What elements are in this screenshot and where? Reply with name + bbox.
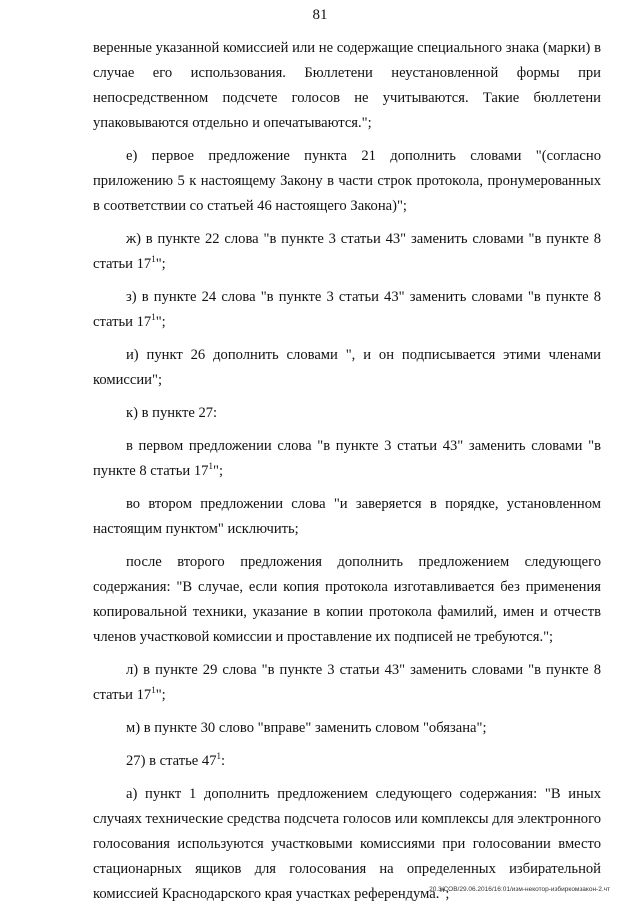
paragraph-text: "; <box>212 463 223 479</box>
superscript: 1 <box>151 685 156 695</box>
paragraph-item-a: а) пункт 1 дополнить предложением следующего содержания: "В иных случаях технические средства подсчета голосов или комплексы для электронного голосования используются участковыми комиссиями при голосовании вместо стационарных ящиков для голосования на определенных избирательной комиссией Краснодарского края участках референдума."; <box>93 786 601 902</box>
superscript: 1 <box>216 751 222 761</box>
paragraph-item-i: и) пункт 26 дополнить словами ", и он подписывается этими членами комиссии"; <box>93 347 601 388</box>
paragraph-text: "; <box>155 314 166 330</box>
paragraph-sub-after-second: после второго предложения дополнить предложением следующего содержания: "В случае, если копия протокола изготавливается без применения копировальной техники, указание в копии протокола фамилий, имен и отчеств членов участковой комиссии и проставление их подписей не требуются."; <box>93 554 601 645</box>
paragraph-text: : <box>221 753 226 769</box>
paragraph-item-zh <box>93 227 601 277</box>
paragraph-text: в первом предложении слова "в пункте 3 статьи 43" заменить словами "в пункте 8 статьи 17 <box>93 438 601 479</box>
paragraph-item-27 <box>93 749 601 774</box>
superscript: 1 <box>151 312 156 322</box>
paragraph-item-m: м) в пункте 30 слово "вправе" заменить словом "обязана"; <box>126 720 487 736</box>
document-body <box>93 36 601 907</box>
paragraph-continuation: веренные указанной комиссией или не содержащие специального знака (марки) в случае его использования. Бюллетени неустановленной формы при непосредственном подсчете голосов не учитываются. Такие бюллетени упаковываются отдельно и опечатываются."; <box>93 40 601 131</box>
paragraph-text: ж) в пункте 22 слова "в пункте 3 статьи 43" заменить словами "в пункте 8 статьи 17 <box>93 231 601 272</box>
page-number: 81 <box>312 7 328 23</box>
paragraph-text: 27) в статье 47 <box>126 753 217 769</box>
paragraph-item-z <box>93 285 601 335</box>
superscript: 1 <box>208 461 213 471</box>
paragraph-item-k: к) в пункте 27: <box>126 405 218 421</box>
paragraph-text: з) в пункте 24 слова "в пункте 3 статьи 43" заменить словами "в пункте 8 статьи 17 <box>93 289 601 330</box>
paragraph-text: л) в пункте 29 слова "в пункте 3 статьи 43" заменить словами "в пункте 8 статьи 17 <box>93 662 601 703</box>
paragraph-sub-second-sentence: во втором предложении слова "и заверяется в порядке, установленном настоящим пунктом" исключить; <box>93 496 601 537</box>
paragraph-item-e: е) первое предложение пункта 21 дополнить словами "(согласно приложению 5 к настоящему Закону в части строк протокола, пронумерованных в соответствии со статьей 46 настоящего Закона)"; <box>93 148 601 214</box>
paragraph-sub-first-sentence <box>93 434 601 484</box>
paragraph-text: "; <box>155 256 166 272</box>
footer-file-reference: 20.3/СОВ/29.06.2016/16:01/изм-некотор-избиркомзакон-2.чт <box>429 886 610 893</box>
superscript: 1 <box>151 254 156 264</box>
paragraph-text: "; <box>155 687 166 703</box>
paragraph-item-l <box>93 658 601 708</box>
